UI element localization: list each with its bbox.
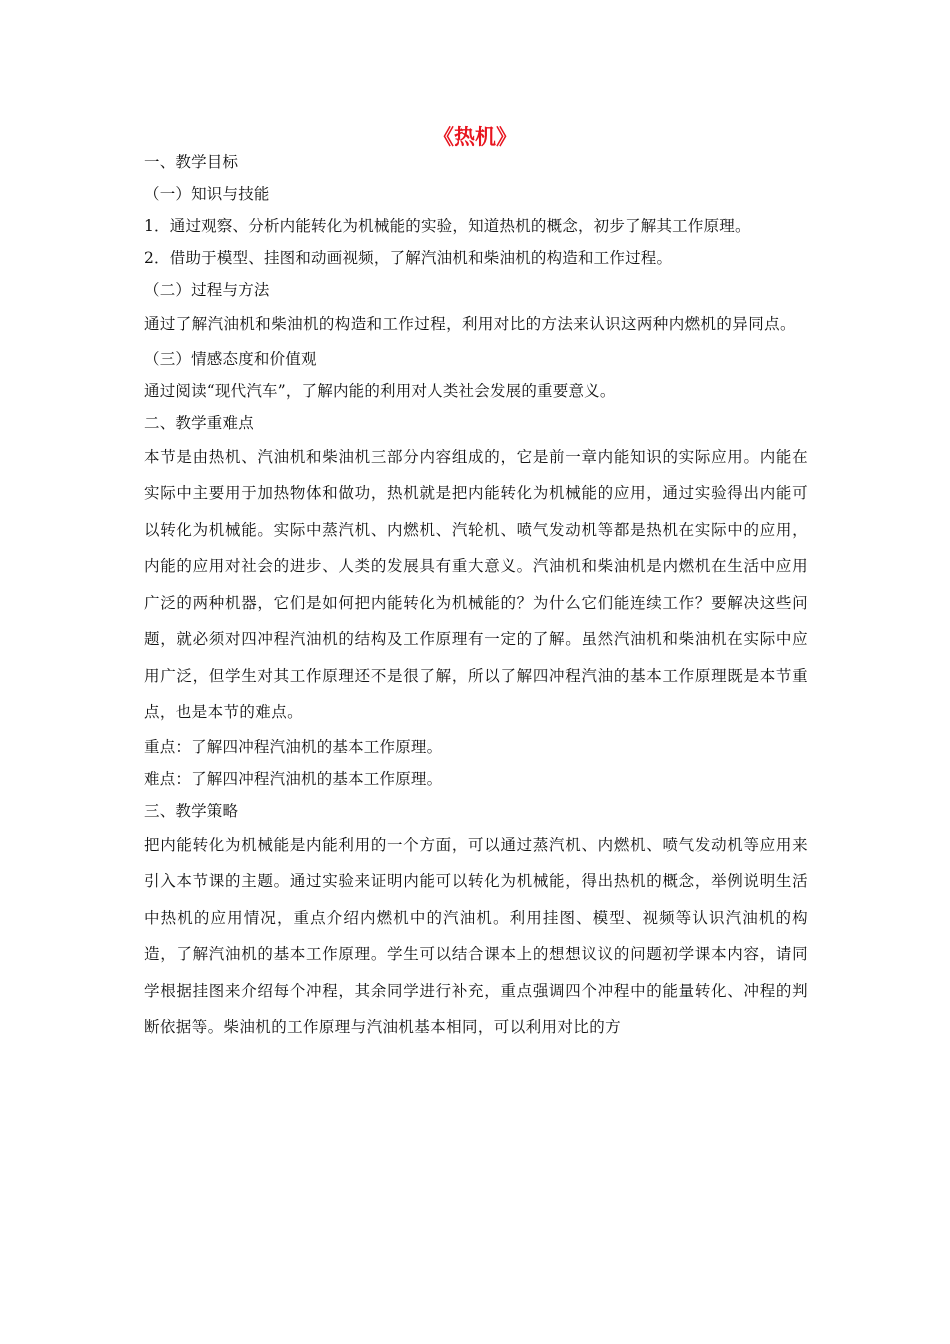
key-points-paragraph: 本节是由热机、汽油机和柴油机三部分内容组成的，它是前一章内能知识的实际应用。内能在实际中主要用于加热物体和做功，热机就是把内能转化为机械能的应用，通过实验得出内能可以转化为机械能。实际中蒸汽机、内燃机、汽轮机、喷气发动机等都是热机在实际中的应用，内能的应用对社会的进步、人类的发展具有重大意义。汽油机和柴油机是内燃机在生活中应用广泛的两种机器，它们是如何把内能转化为机械能的？为什么它们能连续工作？要解决这些问题，就必须对四冲程汽油机的结构及工作原理有一定的了解。虽然汽油机和柴油机在实际中应用广泛，但学生对其工作原理还不是很了解，所以了解四冲程汽油的基本工作原理既是本节重点，也是本节的难点。 — [144, 447, 808, 721]
objective-item-2: 2．借助于模型、挂图和动画视频，了解汽油机和柴油机的构造和工作过程。 — [144, 249, 673, 267]
section-heading-strategy: 三、教学策略 — [144, 801, 239, 820]
key-point-line: 重点：了解四冲程汽油机的基本工作原理。 — [144, 737, 443, 756]
document-body — [144, 146, 808, 1046]
difficult-point-line: 难点：了解四冲程汽油机的基本工作原理。 — [144, 769, 443, 788]
process-methods-text: 通过了解汽油机和柴油机的构造和工作过程，利用对比的方法来认识这两种内燃机的异同点。 — [144, 315, 796, 333]
subheading-knowledge-skills: （一）知识与技能 — [144, 185, 270, 203]
document-title: 《热机》 — [433, 124, 517, 149]
attitudes-values-text: 通过阅读“现代汽车”，了解内能的利用对人类社会发展的重要意义。 — [144, 381, 616, 400]
section-heading-key-points: 二、教学重难点 — [144, 413, 254, 432]
subheading-attitudes-values: （三）情感态度和价值观 — [144, 349, 317, 368]
objective-item-1: 1．通过观察、分析内能转化为机械能的实验，知道热机的概念，初步了解其工作原理。 — [144, 217, 751, 235]
strategy-paragraph: 把内能转化为机械能是内能利用的一个方面，可以通过蒸汽机、内燃机、喷气发动机等应用来引入本节课的主题。通过实验来证明内能可以转化为机械能，得出热机的概念，举例说明生活中热机的应用情况，重点介绍内燃机中的汽油机。利用挂图、模型、视频等认识汽油机的构造，了解汽油机的基本工作原理。学生可以结合课本上的想想议议的问题初学课本内容，请同学根据挂图来介绍每个冲程，其余同学进行补充，重点强调四个冲程中的能量转化、冲程的判断依据等。柴油机的工作原理与汽油机基本相同，可以利用对比的方 — [144, 835, 808, 1036]
section-heading-objectives: 一、教学目标 — [144, 153, 239, 171]
subheading-process-methods: （二）过程与方法 — [144, 281, 270, 299]
